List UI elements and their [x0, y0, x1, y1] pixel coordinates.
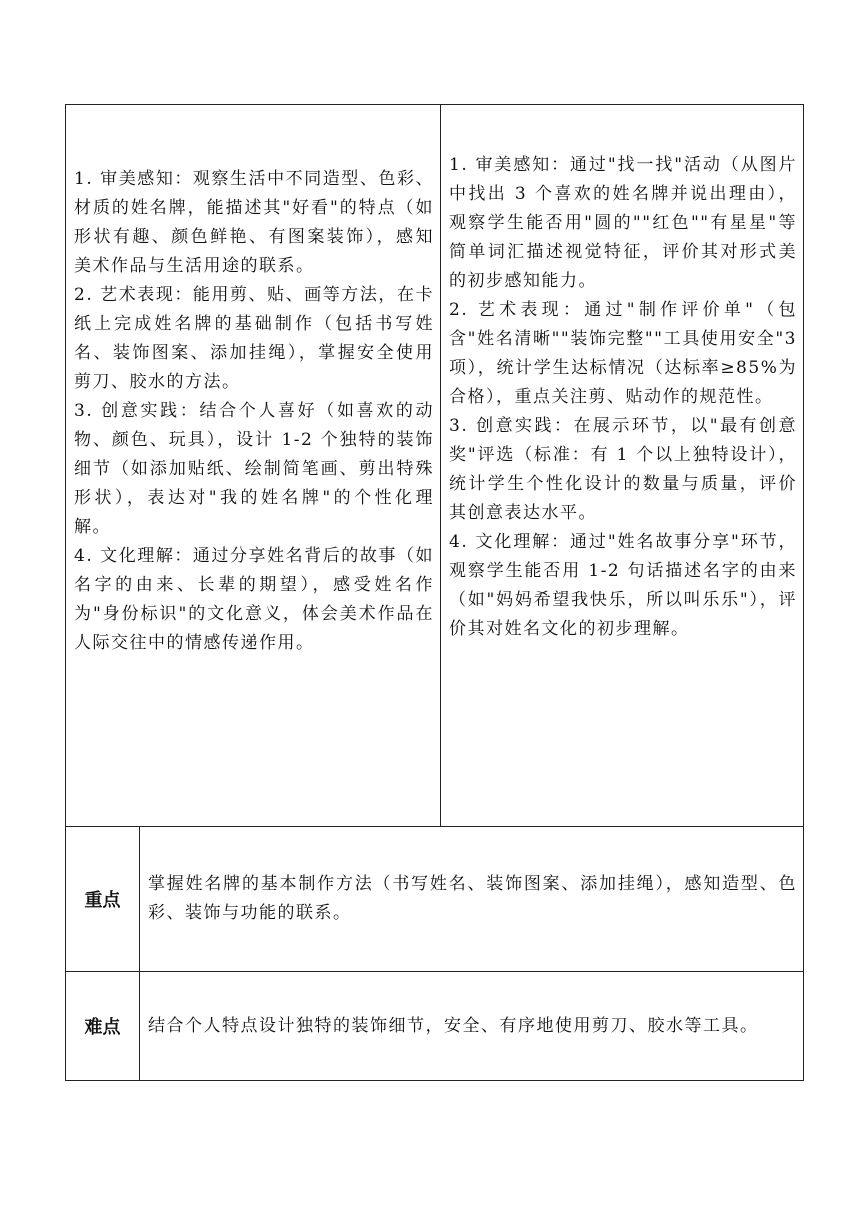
assessment-cell — [441, 105, 803, 826]
document-table — [65, 104, 804, 1081]
difficult-point-label: 难点 — [66, 972, 140, 1080]
objective-creativity: 3. 创意实践：结合个人喜好（如喜欢的动物、颜色、玩具），设计 1-2 个独特的装饰细节（如添加贴纸、绘制简笔画、剪出特殊形状），表达对"我的姓名牌"的个性化理解。 — [74, 401, 434, 537]
difficult-point-text: 结合个人特点设计独特的装饰细节，安全、有序地使用剪刀、胶水等工具。 — [148, 1015, 759, 1036]
key-point-label: 重点 — [66, 827, 140, 971]
objectives-row — [66, 105, 803, 827]
difficult-point-row — [66, 972, 803, 1080]
objective-culture: 4. 文化理解：通过分享姓名背后的故事（如名字的由来、长辈的期望），感受姓名作为"身份标识"的文化意义，体会美术作品在人际交往中的情感传递作用。 — [74, 546, 434, 653]
assessment-culture: 4. 文化理解：通过"姓名故事分享"环节，观察学生能否用 1-2 句话描述名字的由来（如"妈妈希望我快乐，所以叫乐乐"），评价其对姓名文化的初步理解。 — [449, 532, 797, 639]
objective-expression: 2. 艺术表现：能用剪、贴、画等方法，在卡纸上完成姓名牌的基础制作（包括书写姓名、装饰图案、添加挂绳），掌握安全使用剪刀、胶水的方法。 — [74, 285, 434, 392]
assessment-creativity: 3. 创意实践：在展示环节，以"最有创意奖"评选（标准：有 1 个以上独特设计），统计学生个性化设计的数量与质量，评价其创意表达水平。 — [449, 416, 797, 523]
learning-objectives-cell — [66, 105, 441, 826]
objective-aesthetic: 1. 审美感知：观察生活中不同造型、色彩、材质的姓名牌，能描述其"好看"的特点（如形状有趣、颜色鲜艳、有图案装饰），感知美术作品与生活用途的联系。 — [74, 169, 434, 276]
assessment-aesthetic: 1. 审美感知：通过"找一找"活动（从图片中找出 3 个喜欢的姓名牌并说出理由），观察学生能否用"圆的""红色""有星星"等简单词汇描述视觉特征，评价其对形式美的初步感知能力。 — [449, 155, 797, 291]
difficult-point-content — [140, 972, 803, 1080]
key-point-content — [140, 827, 803, 971]
key-point-text: 掌握姓名牌的基本制作方法（书写姓名、装饰图案、添加挂绳），感知造型、色彩、装饰与功能的联系。 — [148, 874, 797, 923]
key-point-row — [66, 827, 803, 972]
assessment-expression: 2. 艺术表现：通过"制作评价单"（包含"姓名清晰""装饰完整""工具使用安全"3 项），统计学生达标情况（达标率≥85%为合格），重点关注剪、贴动作的规范性。 — [449, 300, 797, 407]
